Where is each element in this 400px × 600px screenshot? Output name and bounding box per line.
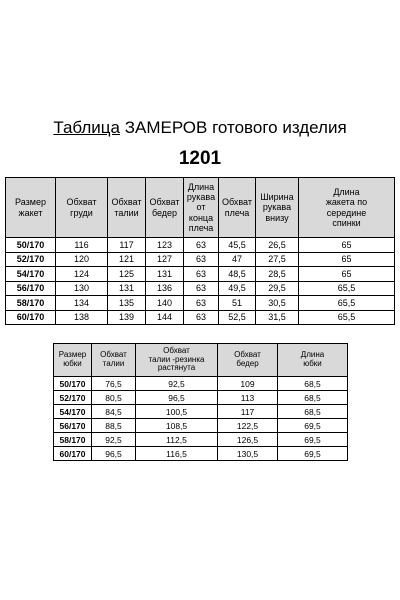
table-cell: 65,5 [299, 310, 395, 325]
table-cell: 28,5 [256, 267, 299, 282]
table-cell: 117 [218, 405, 278, 419]
table-cell: 136 [146, 281, 184, 296]
table-row [6, 296, 395, 311]
col-header-chest: Обхват груди [56, 178, 108, 238]
table-cell: 52,5 [219, 310, 256, 325]
table-cell: 65,5 [299, 281, 395, 296]
skirt-measurements-table [53, 343, 348, 461]
table-cell: 52/170 [54, 391, 92, 405]
table-row [54, 419, 348, 433]
table-cell: 124 [56, 267, 108, 282]
table-cell: 96,5 [92, 447, 136, 461]
table-cell: 65 [299, 267, 395, 282]
col-header-hips: Обхват бедер [146, 178, 184, 238]
table-cell: 54/170 [54, 405, 92, 419]
table-cell: 60/170 [54, 447, 92, 461]
table-cell: 134 [56, 296, 108, 311]
table-cell: 65 [299, 252, 395, 267]
table-cell: 131 [146, 267, 184, 282]
table-cell: 116,5 [136, 447, 218, 461]
table-header-row [54, 344, 348, 377]
table-cell: 125 [108, 267, 146, 282]
table-cell: 52/170 [6, 252, 56, 267]
table-cell: 120 [56, 252, 108, 267]
table-cell: 56/170 [54, 419, 92, 433]
table-cell: 58/170 [54, 433, 92, 447]
col-header-waist: Обхват талии [92, 344, 136, 377]
table-cell: 63 [184, 267, 219, 282]
table-cell: 113 [218, 391, 278, 405]
col-header-size: Размер жакет [6, 178, 56, 238]
table-cell: 122,5 [218, 419, 278, 433]
col-header-sleeve-length: Длина рукава от конца плеча [184, 178, 219, 238]
table-cell: 116 [56, 238, 108, 253]
table-cell: 51 [219, 296, 256, 311]
table-cell: 49,5 [219, 281, 256, 296]
table-cell: 80,5 [92, 391, 136, 405]
table-row [6, 238, 395, 253]
table-cell: 109 [218, 377, 278, 391]
table-row [54, 447, 348, 461]
table-cell: 63 [184, 296, 219, 311]
col-header-size: Размер юбки [54, 344, 92, 377]
title-rest: ЗАМЕРОВ готового изделия [119, 118, 347, 137]
table-cell: 58/170 [6, 296, 56, 311]
col-header-jacket-length: Длина жакета по середине спинки [299, 178, 395, 238]
table-cell: 63 [184, 252, 219, 267]
table-cell: 30,5 [256, 296, 299, 311]
table-cell: 130 [56, 281, 108, 296]
table-row [54, 433, 348, 447]
table-cell: 117 [108, 238, 146, 253]
table-header-row [6, 178, 395, 238]
table-cell: 138 [56, 310, 108, 325]
table-cell: 92,5 [136, 377, 218, 391]
table-row [6, 267, 395, 282]
col-header-skirt-length: Длина юбки [278, 344, 348, 377]
document-title [0, 118, 400, 138]
table-cell: 88,5 [92, 419, 136, 433]
table-cell: 69,5 [278, 447, 348, 461]
table-row [6, 252, 395, 267]
table-row [54, 391, 348, 405]
table-cell: 140 [146, 296, 184, 311]
table-cell: 45,5 [219, 238, 256, 253]
table-cell: 108,5 [136, 419, 218, 433]
table-cell: 121 [108, 252, 146, 267]
jacket-measurements-table [5, 177, 395, 325]
col-header-shoulder: Обхват плеча [219, 178, 256, 238]
col-header-waist: Обхват талии [108, 178, 146, 238]
table-cell: 84,5 [92, 405, 136, 419]
table-cell: 135 [108, 296, 146, 311]
table-row [6, 310, 395, 325]
table-cell: 31,5 [256, 310, 299, 325]
table-cell: 63 [184, 310, 219, 325]
table-cell: 56/170 [6, 281, 56, 296]
table-cell: 65,5 [299, 296, 395, 311]
table-cell: 139 [108, 310, 146, 325]
table-cell: 69,5 [278, 419, 348, 433]
col-header-sleeve-width: Ширина рукава внизу [256, 178, 299, 238]
table-cell: 76,5 [92, 377, 136, 391]
table-cell: 92,5 [92, 433, 136, 447]
table-cell: 96,5 [136, 391, 218, 405]
table-cell: 68,5 [278, 377, 348, 391]
table-cell: 48,5 [219, 267, 256, 282]
table-cell: 29,5 [256, 281, 299, 296]
table-row [54, 405, 348, 419]
table-cell: 130,5 [218, 447, 278, 461]
col-header-hips: Обхват бедер [218, 344, 278, 377]
table-cell: 65 [299, 238, 395, 253]
table-cell: 26,5 [256, 238, 299, 253]
table-cell: 63 [184, 281, 219, 296]
table-cell: 68,5 [278, 391, 348, 405]
table-cell: 127 [146, 252, 184, 267]
table-cell: 63 [184, 238, 219, 253]
table-cell: 126,5 [218, 433, 278, 447]
table-cell: 68,5 [278, 405, 348, 419]
table-cell: 69,5 [278, 433, 348, 447]
table-cell: 144 [146, 310, 184, 325]
table-cell: 47 [219, 252, 256, 267]
model-code: 1201 [178, 148, 222, 169]
table-row [6, 281, 395, 296]
table-cell: 60/170 [6, 310, 56, 325]
table-cell: 100,5 [136, 405, 218, 419]
title-first-word: Таблица [53, 118, 120, 137]
table-cell: 123 [146, 238, 184, 253]
table-cell: 50/170 [54, 377, 92, 391]
col-header-waist-stretched: Обхват талии -резинка растянута [136, 344, 218, 377]
table-cell: 54/170 [6, 267, 56, 282]
table-cell: 27,5 [256, 252, 299, 267]
table-cell: 131 [108, 281, 146, 296]
table-cell: 50/170 [6, 238, 56, 253]
table-row [54, 377, 348, 391]
table-cell: 112,5 [136, 433, 218, 447]
